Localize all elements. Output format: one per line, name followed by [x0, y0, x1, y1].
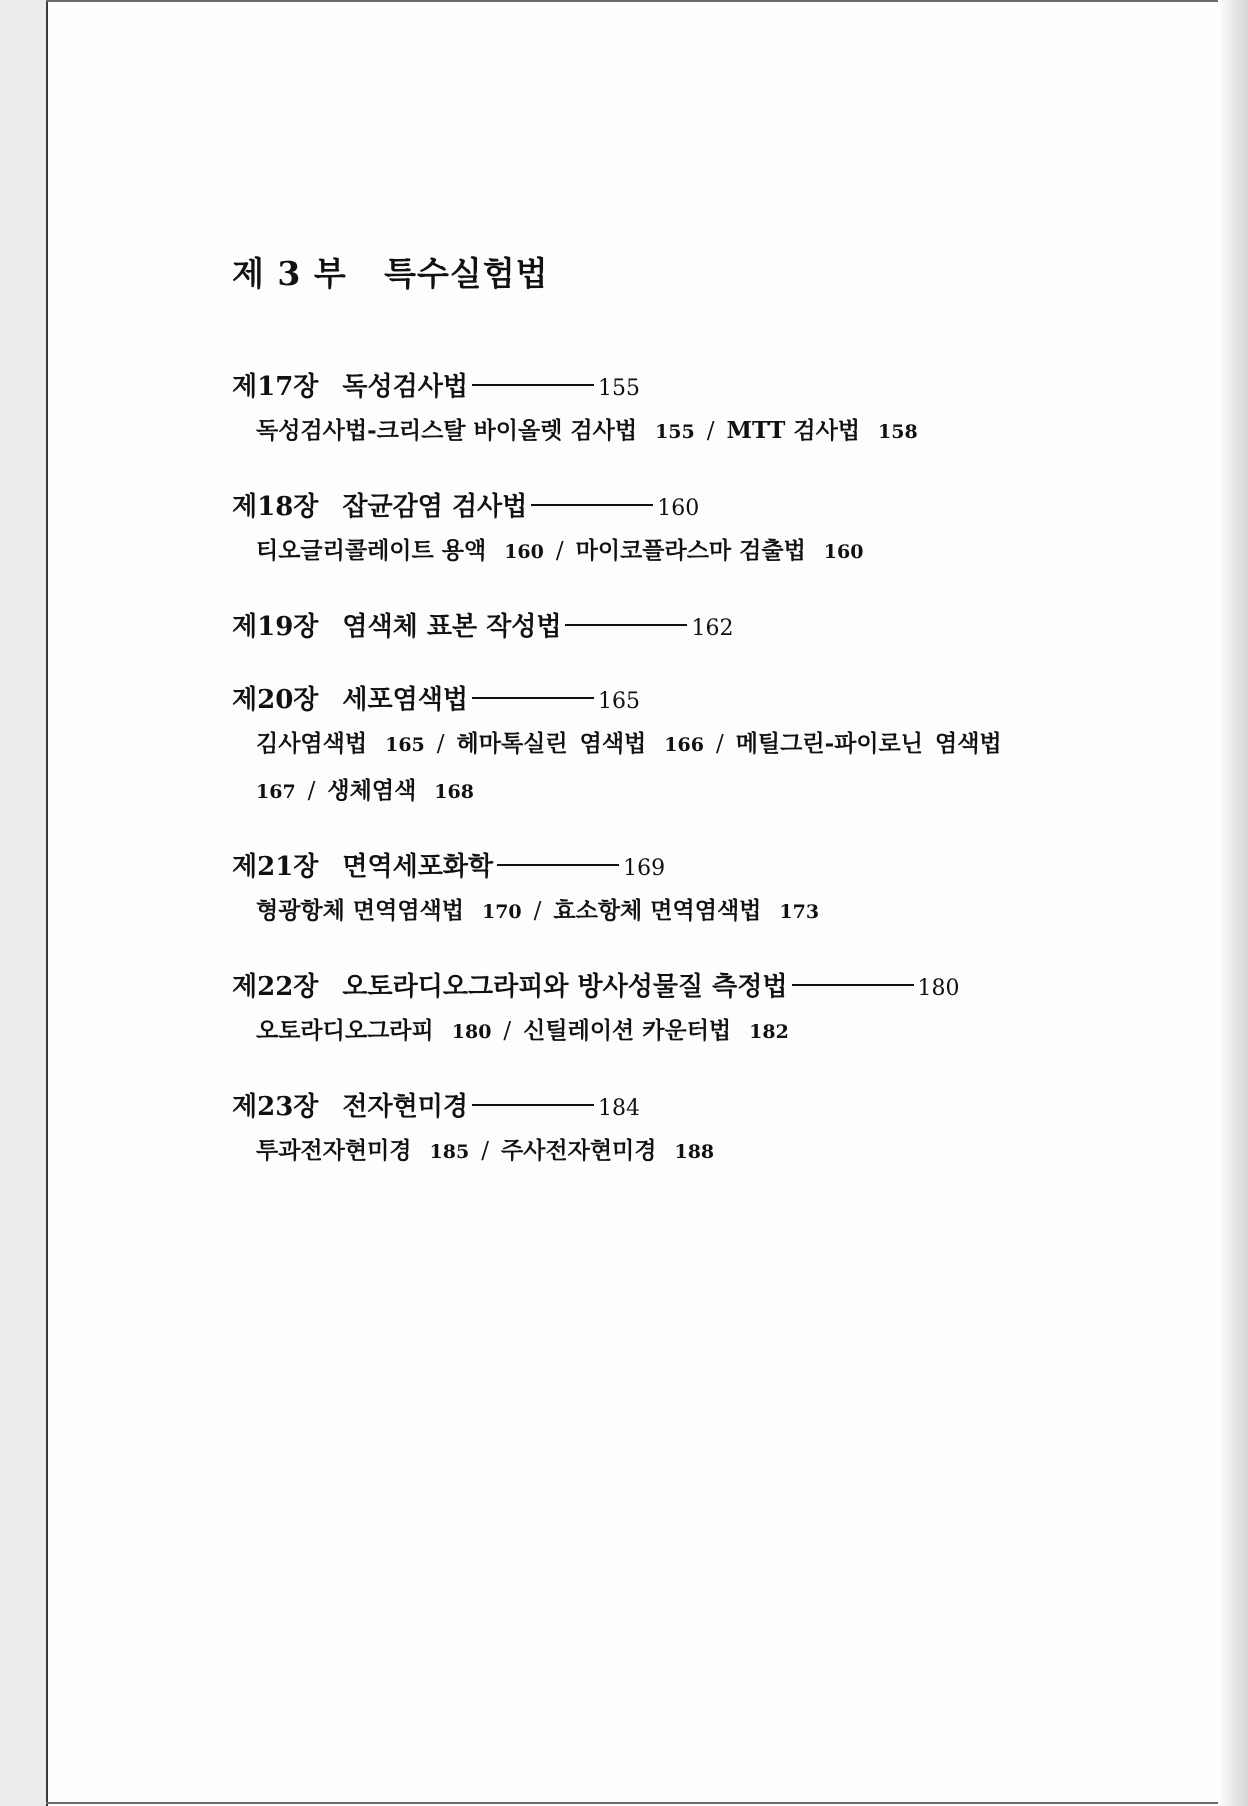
- section-page: 185: [429, 1141, 470, 1163]
- section-list: [232, 1008, 1152, 1055]
- section-page: 155: [655, 421, 695, 443]
- section-title: 투과전자현미경: [256, 1137, 412, 1164]
- chapter-page: 184: [598, 1096, 641, 1121]
- chapter-title: 세포염색법: [342, 685, 469, 715]
- leader-line: [497, 864, 619, 866]
- page-bottom-border: [46, 1802, 1236, 1804]
- chapter-number: 제22장: [232, 972, 319, 1002]
- section-page: 180: [451, 1021, 492, 1043]
- chapter-title: 전자현미경: [342, 1092, 469, 1122]
- chapter-page: 180: [917, 976, 960, 1001]
- section-list: [232, 888, 1152, 935]
- section-title: MTT 검사법: [726, 417, 861, 444]
- section-page: 160: [823, 541, 864, 563]
- chapter-page: 162: [691, 616, 734, 641]
- section-separator: /: [555, 538, 564, 564]
- section-title: 신틸레이션 카운터법: [523, 1017, 732, 1044]
- section-title: 형광항체 면역염색법: [256, 897, 464, 924]
- chapter-page: 169: [623, 856, 666, 881]
- section-title: 헤마톡실린 염색법: [456, 730, 647, 757]
- chapter-heading: [232, 486, 1152, 528]
- leader-line: [792, 984, 914, 986]
- chapter-number: 제19장: [232, 612, 319, 642]
- section-title: 마이코플라스마 검출법: [575, 537, 806, 564]
- leader-line: [531, 504, 653, 506]
- chapter-page: 160: [657, 496, 700, 521]
- section-page: 165: [385, 734, 425, 756]
- chapter-19: [232, 606, 1152, 648]
- chapter-heading: [232, 966, 1152, 1008]
- section-separator: /: [436, 731, 445, 757]
- page-left-border: [46, 0, 48, 1806]
- chapter-17: [232, 366, 1152, 455]
- leader-line: [472, 697, 594, 699]
- section-page: 168: [434, 781, 474, 803]
- leader-line: [472, 384, 594, 386]
- table-of-contents: [232, 366, 1152, 1206]
- chapter-heading: [232, 606, 1152, 648]
- section-title: 티오글리콜레이트 용액: [256, 537, 487, 564]
- section-title: 오토라디오그라피: [256, 1017, 434, 1044]
- chapter-title: 오토라디오그라피와 방사성물질 측정법: [342, 972, 788, 1002]
- section-page: 167: [256, 781, 296, 803]
- chapter-title: 염색체 표본 작성법: [342, 612, 562, 642]
- chapter-20: [232, 679, 1152, 815]
- section-separator: /: [533, 898, 542, 924]
- chapter-page: 155: [598, 376, 641, 401]
- section-list: [232, 721, 1156, 815]
- chapter-title: 독성검사법: [342, 372, 469, 402]
- chapter-heading: [232, 679, 1152, 721]
- section-separator: /: [715, 731, 724, 757]
- section-title: 메틸그린-파이로닌 염색법: [735, 730, 1002, 757]
- section-separator: /: [307, 778, 316, 804]
- chapter-title: 면역세포화학: [342, 852, 494, 882]
- section-page: 182: [749, 1021, 789, 1043]
- page-left-margin: [0, 0, 46, 1806]
- chapter-number: 제17장: [232, 372, 319, 402]
- section-separator: /: [503, 1018, 512, 1044]
- section-separator: /: [481, 1138, 489, 1164]
- section-separator: /: [706, 418, 715, 444]
- chapter-22: [232, 966, 1152, 1055]
- section-list: [232, 528, 1152, 575]
- chapter-heading: [232, 366, 1152, 408]
- section-title: 생체염색: [327, 777, 417, 804]
- chapter-page: 165: [598, 689, 641, 714]
- chapter-number: 제18장: [232, 492, 319, 522]
- leader-line: [472, 1104, 594, 1106]
- section-title: 김사염색법: [256, 730, 368, 757]
- section-title: 주사전자현미경: [500, 1137, 657, 1164]
- section-page: 188: [674, 1141, 715, 1163]
- section-list: [232, 408, 1152, 455]
- page-right-shadow: [1218, 0, 1248, 1806]
- section-page: 158: [878, 421, 918, 443]
- chapter-title: 잡균감염 검사법: [342, 492, 528, 522]
- section-list: [232, 1128, 1152, 1175]
- chapter-heading: [232, 1086, 1152, 1128]
- chapter-number: 제21장: [232, 852, 319, 882]
- section-page: 166: [664, 734, 704, 756]
- section-page: 170: [481, 901, 522, 923]
- section-page: 173: [779, 901, 820, 923]
- chapter-21: [232, 846, 1152, 935]
- chapter-number: 제20장: [232, 685, 319, 715]
- section-page: 160: [504, 541, 544, 563]
- chapter-23: [232, 1086, 1152, 1175]
- section-title: 독성검사법-크리스탈 바이올렛 검사법: [256, 417, 638, 444]
- leader-line: [565, 624, 687, 626]
- section-title: 효소항체 면역염색법: [553, 897, 762, 924]
- page-top-border: [46, 0, 1236, 2]
- chapter-heading: [232, 846, 1152, 888]
- part-title: 제 3 부 특수실험법: [232, 254, 549, 293]
- chapter-18: [232, 486, 1152, 575]
- chapter-number: 제23장: [232, 1092, 319, 1122]
